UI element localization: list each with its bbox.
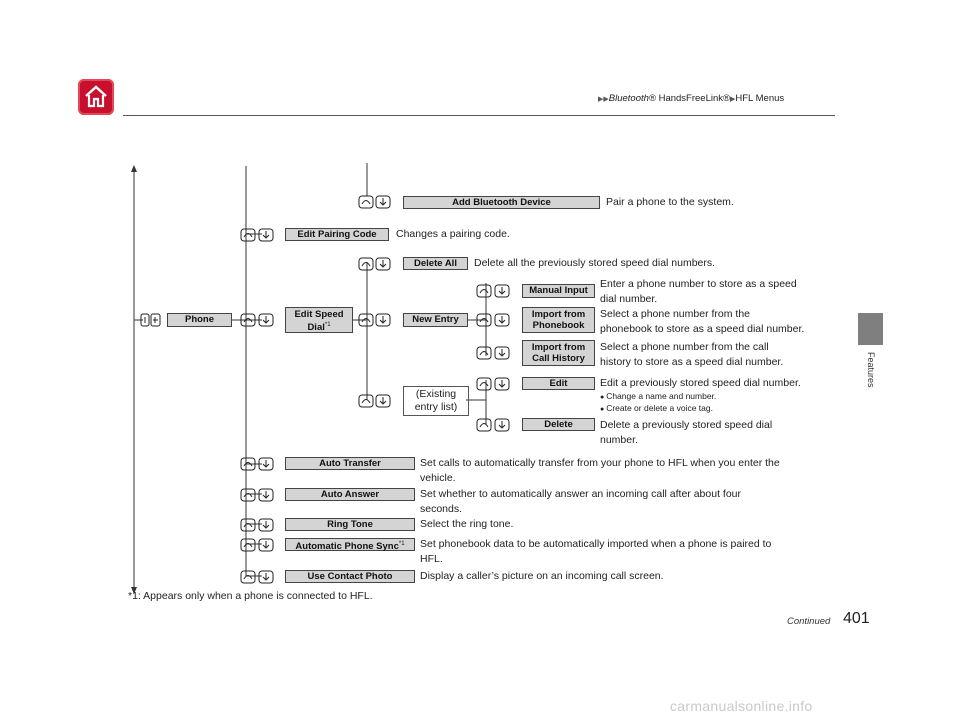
desc-line: vehicle. <box>420 472 456 484</box>
phone-icon <box>476 284 492 298</box>
desc-line: Delete a previously stored speed dial <box>600 419 773 431</box>
select-knob-icon <box>494 377 510 391</box>
phone-icon <box>358 257 374 271</box>
phone-icon <box>240 228 256 242</box>
footnote-marker: *1 <box>324 322 331 328</box>
menu-auto-answer[interactable]: Auto Answer <box>285 488 415 501</box>
chevron-right-icon: ▶ <box>730 96 736 103</box>
chip-line: Call History <box>532 353 585 364</box>
menu-manual-input[interactable]: Manual Input <box>522 284 595 298</box>
phone-icon <box>358 195 374 209</box>
select-knob-icon <box>375 313 391 327</box>
bullet-item: ● Change a name and number. <box>600 391 801 403</box>
edit-bullets <box>600 391 801 415</box>
desc-import-call-history <box>600 340 783 370</box>
select-knob-icon <box>375 257 391 271</box>
phone-icon <box>476 313 492 327</box>
continued-label: Continued <box>787 616 831 627</box>
select-knob-icon <box>494 284 510 298</box>
menu-ring-tone[interactable]: Ring Tone <box>285 518 415 531</box>
bullet-item: ● Create or delete a voice tag. <box>600 403 801 415</box>
breadcrumb-item[interactable]: HandsFreeLink® <box>658 93 730 104</box>
select-knob-icon <box>375 394 391 408</box>
chip-label: Automatic Phone Sync <box>295 541 399 553</box>
desc-edit-pairing-code: Changes a pairing code. <box>396 228 510 240</box>
entry-line: entry list) <box>414 401 458 413</box>
desc-manual-input <box>600 277 797 307</box>
menu-add-bluetooth-device[interactable]: Add Bluetooth Device <box>403 196 600 209</box>
desc-add-bluetooth-device: Pair a phone to the system. <box>606 196 734 208</box>
chip-line: Phonebook <box>532 320 585 331</box>
menu-automatic-phone-sync[interactable] <box>285 538 415 551</box>
desc-line: phonebook to store as a speed dial number. <box>600 323 805 335</box>
chip-line: Import from <box>531 309 586 320</box>
watermark: carmanualsonline.info <box>670 698 813 714</box>
desc-auto-transfer <box>420 456 780 486</box>
phone-icon <box>358 394 374 408</box>
desc-line: seconds. <box>420 503 463 515</box>
desc-edit <box>600 376 801 415</box>
desc-line: Set calls to automatically transfer from your phone to HFL when you enter the <box>420 457 780 469</box>
menu-import-phonebook[interactable] <box>522 307 595 333</box>
menu-new-entry[interactable]: New Entry <box>403 313 468 327</box>
desc-line: dial number. <box>600 293 658 305</box>
phone-icon <box>476 377 492 391</box>
desc-line: number. <box>600 434 638 446</box>
select-knob-icon <box>258 457 274 471</box>
desc-use-contact-photo: Display a caller’s picture on an incoming call screen. <box>420 570 664 582</box>
chip-line: Import from <box>531 342 586 353</box>
breadcrumb-item[interactable]: Bluetooth® <box>608 93 656 104</box>
select-knob-icon <box>258 228 274 242</box>
phone-icon <box>240 488 256 502</box>
phone-icon <box>240 570 256 584</box>
menu-auto-transfer[interactable]: Auto Transfer <box>285 457 415 470</box>
desc-line: history to store as a speed dial number. <box>600 356 784 368</box>
desc-auto-answer <box>420 487 741 517</box>
breadcrumb-item[interactable]: HFL Menus <box>735 93 785 104</box>
phone-icon <box>240 457 256 471</box>
desc-import-phonebook <box>600 307 804 337</box>
phone-icon <box>358 313 374 327</box>
select-knob-icon <box>494 313 510 327</box>
desc-delete-all: Delete all the previously stored speed dial numbers. <box>474 257 716 269</box>
desc-line: Edit a previously stored speed dial number. <box>600 377 801 389</box>
desc-line: Set phonebook data to be automatically imported when a phone is paired to <box>420 538 772 550</box>
select-knob-icon <box>494 346 510 360</box>
menu-edit[interactable]: Edit <box>522 377 595 390</box>
desc-line: Enter a phone number to store as a speed <box>600 278 797 290</box>
phone-icon <box>476 418 492 432</box>
footnote-marker: *1 <box>398 541 405 547</box>
menu-import-call-history[interactable] <box>522 340 595 366</box>
desc-line: Select a phone number from the call <box>600 341 769 353</box>
desc-ring-tone: Select the ring tone. <box>420 518 514 530</box>
select-knob-icon <box>258 570 274 584</box>
select-knob-icon <box>258 518 274 532</box>
chevron-right-icon: ▶▶ <box>598 96 609 103</box>
menu-edit-speed-dial[interactable]: Edit Speed Dial$^{*1}$ <box>285 307 353 333</box>
page-number: 401 <box>843 610 870 627</box>
menu-delete-all[interactable]: Delete All <box>403 257 468 270</box>
phone-icon <box>240 518 256 532</box>
menu-phone[interactable]: Phone <box>167 313 232 327</box>
menu-use-contact-photo[interactable]: Use Contact Photo <box>285 570 415 583</box>
select-knob-icon <box>494 418 510 432</box>
desc-automatic-phone-sync <box>420 537 771 567</box>
phone-icon <box>240 538 256 552</box>
existing-entry-list[interactable] <box>403 386 469 416</box>
entry-line: (Existing <box>415 388 457 400</box>
desc-line: Select a phone number from the <box>600 308 751 320</box>
select-knob-icon <box>258 313 274 327</box>
menu-edit-pairing-code[interactable]: Edit Pairing Code <box>285 228 389 241</box>
phone-icon <box>240 313 256 327</box>
select-knob-icon <box>258 538 274 552</box>
footnote: *1: Appears only when a phone is connected to HFL. <box>128 590 373 602</box>
voice-command-icon <box>140 313 162 327</box>
menu-delete[interactable]: Delete <box>522 418 595 431</box>
select-knob-icon <box>375 195 391 209</box>
section-label: Features <box>866 352 876 388</box>
desc-delete <box>600 418 772 448</box>
phone-icon <box>476 346 492 360</box>
desc-line: Set whether to automatically answer an incoming call after about four <box>420 488 742 500</box>
select-knob-icon <box>258 488 274 502</box>
desc-line: HFL. <box>420 553 443 565</box>
